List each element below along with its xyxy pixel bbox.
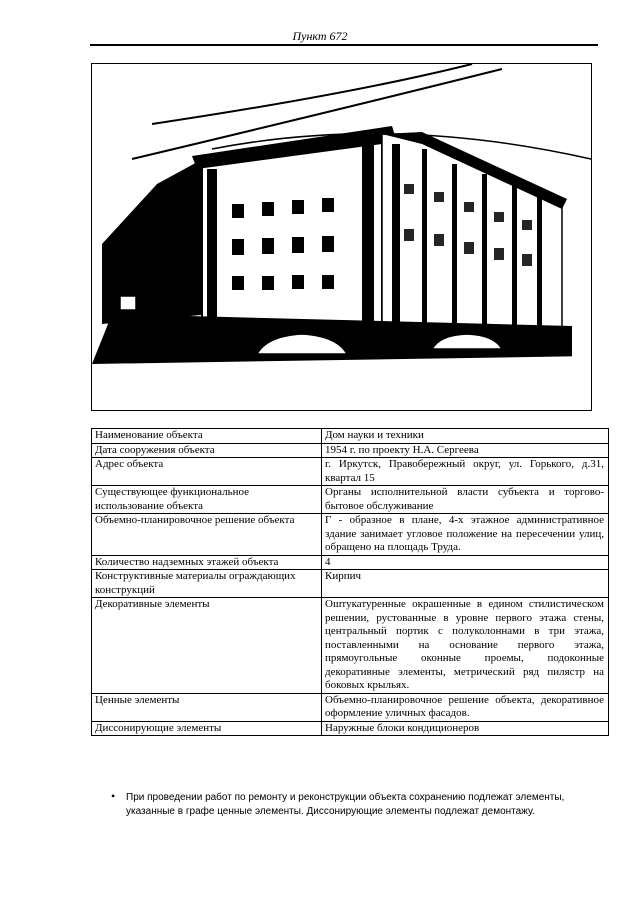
table-row bbox=[92, 693, 609, 721]
window bbox=[232, 276, 244, 290]
window bbox=[292, 237, 304, 253]
column bbox=[362, 144, 374, 329]
row-value: Кирпич bbox=[322, 570, 609, 598]
table-row bbox=[92, 429, 609, 444]
table-row bbox=[92, 458, 609, 486]
row-label: Существующее функциональное использование объекта bbox=[92, 486, 322, 514]
row-value: 4 bbox=[322, 555, 609, 570]
window bbox=[404, 229, 414, 241]
table-row bbox=[92, 598, 609, 694]
row-value: Объемно-планировочное решение объекта, декоративное оформление уличных фасадов. bbox=[322, 693, 609, 721]
row-value: 1954 г. по проекту Н.А. Сергеева bbox=[322, 443, 609, 458]
table-row bbox=[92, 570, 609, 598]
row-label: Ценные элементы bbox=[92, 693, 322, 721]
window bbox=[522, 254, 532, 266]
row-label: Количество надземных этажей объекта bbox=[92, 555, 322, 570]
row-label: Адрес объекта bbox=[92, 458, 322, 486]
table-row bbox=[92, 555, 609, 570]
window bbox=[522, 220, 532, 230]
row-value: Наружные блоки кондиционеров bbox=[322, 721, 609, 736]
table-row bbox=[92, 514, 609, 556]
window bbox=[262, 276, 274, 290]
window bbox=[232, 204, 244, 218]
pilaster bbox=[422, 149, 427, 334]
pilaster bbox=[482, 174, 487, 334]
window bbox=[434, 234, 444, 246]
window bbox=[494, 248, 504, 260]
row-value: Г - образное в плане, 4-х этажное административное здание занимает угловое положение на пересечении улиц, обращено на площадь Труда. bbox=[322, 514, 609, 556]
building-photo-icon bbox=[92, 64, 591, 410]
window bbox=[494, 212, 504, 222]
window bbox=[464, 202, 474, 212]
row-label: Декоративные элементы bbox=[92, 598, 322, 694]
window bbox=[262, 202, 274, 216]
pilaster bbox=[512, 184, 517, 334]
column bbox=[207, 169, 217, 329]
row-label: Дата сооружения объекта bbox=[92, 443, 322, 458]
footnote: При проведении работ по ремонту и реконструкции объекта сохранению подлежат элементы, указанные в графе ценные элементы. Диссонирующие элементы подлежат демонтажу. bbox=[126, 792, 565, 817]
table-row bbox=[92, 443, 609, 458]
row-label: Диссонирующие элементы bbox=[92, 721, 322, 736]
row-label: Объемно-планировочное решение объекта bbox=[92, 514, 322, 556]
window bbox=[232, 239, 244, 255]
window bbox=[434, 192, 444, 202]
pilaster bbox=[452, 164, 457, 334]
table-row bbox=[92, 721, 609, 736]
road-sign bbox=[120, 296, 136, 310]
row-label: Конструктивные материалы ограждающих конструкций bbox=[92, 570, 322, 598]
window bbox=[464, 242, 474, 254]
window bbox=[262, 238, 274, 254]
page-title: Пункт 672 bbox=[292, 29, 348, 43]
road bbox=[92, 356, 591, 410]
table-row bbox=[92, 486, 609, 514]
row-value: Оштукатуренные окрашенные в едином стилистическом решении, рустованные в уровне первого этажа стены, центральный портик с полуколоннами в три этажа, поставленными на основание первого этажа, прямоугольные оконные проемы, подоконные декоративные элементы, метрический ряд пилястр на боковых крыльях. bbox=[322, 598, 609, 694]
object-info-table bbox=[91, 428, 609, 736]
row-value: Дом науки и техники bbox=[322, 429, 609, 444]
window bbox=[404, 184, 414, 194]
window bbox=[322, 275, 334, 289]
pilaster bbox=[392, 144, 400, 334]
window bbox=[292, 200, 304, 214]
building-photo bbox=[91, 63, 592, 411]
row-value: г. Иркутск, Правобережный округ, ул. Горького, д.31, квартал 15 bbox=[322, 458, 609, 486]
row-label: Наименование объекта bbox=[92, 429, 322, 444]
window bbox=[322, 236, 334, 252]
header-divider bbox=[90, 44, 598, 46]
pilaster bbox=[537, 194, 542, 334]
building-left-wing bbox=[102, 154, 212, 324]
row-value: Органы исполнительной власти субъекта и торгово-бытовое обслуживание bbox=[322, 486, 609, 514]
window bbox=[322, 198, 334, 212]
bullet-icon: • bbox=[111, 789, 116, 803]
window bbox=[292, 275, 304, 289]
